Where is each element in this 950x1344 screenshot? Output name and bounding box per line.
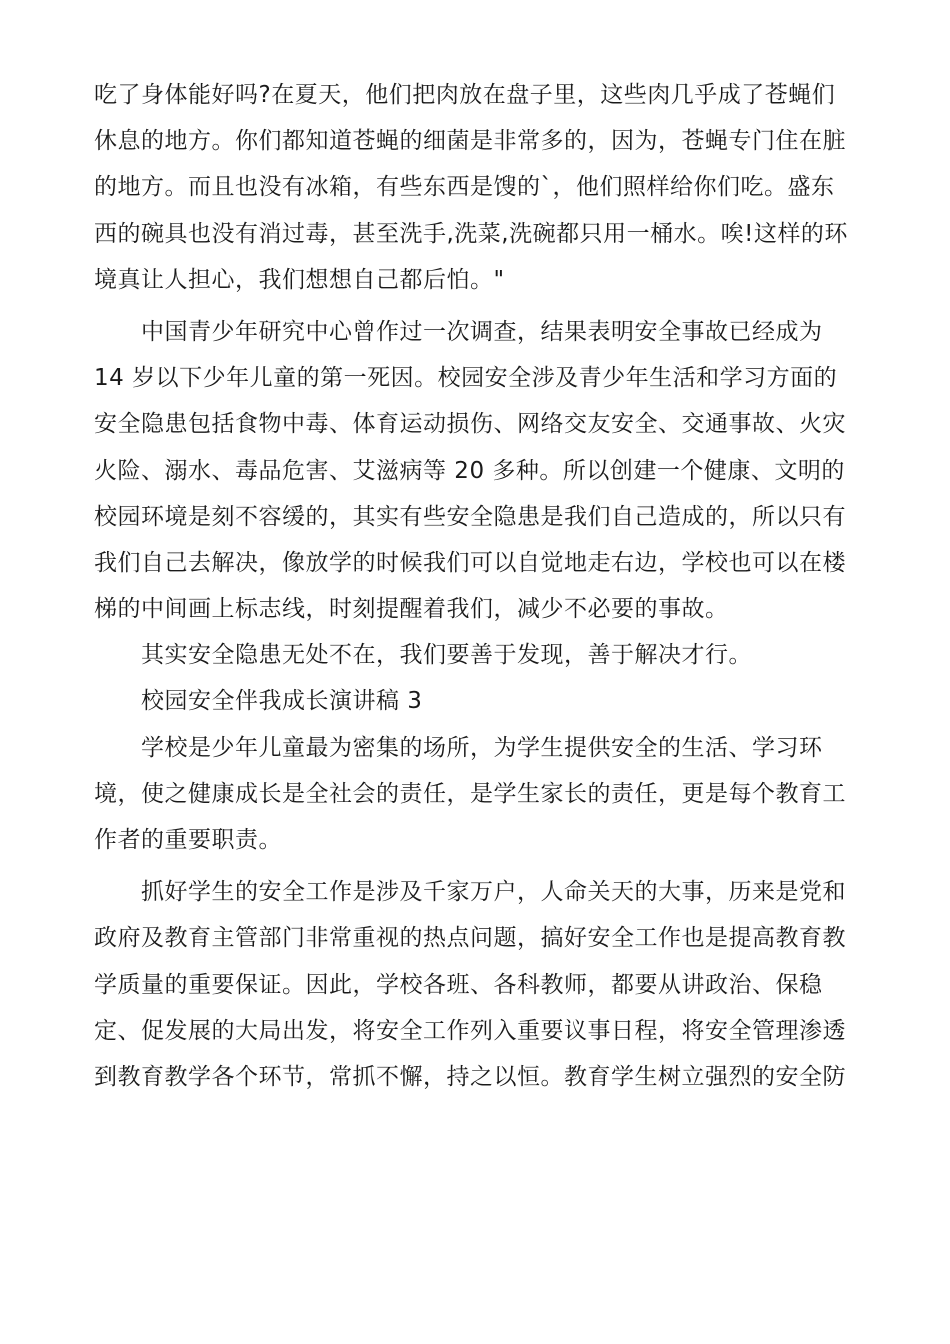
- text-line: 火险、溺水、毒品危害、艾滋病等 20 多种。所以创建一个健康、文明的: [94, 457, 845, 484]
- text-line: 西的碗具也没有消过毒，甚至洗手,洗菜,洗碗都只用一桶水。唉!这样的环: [94, 220, 848, 247]
- text-line: 境，使之健康成长是全社会的责任，是学生家长的责任，更是每个教育工: [94, 780, 846, 807]
- text-line: 抓好学生的安全工作是涉及千家万户，人命关天的大事，历来是党和: [141, 879, 846, 906]
- text-line: 政府及教育主管部门非常重视的热点问题，搞好安全工作也是提高教育教: [94, 925, 846, 952]
- text-line: 我们自己去解决，像放学的时候我们可以自觉地走右边，学校也可以在楼: [94, 549, 846, 576]
- text-line: 安全隐患包括食物中毒、体育运动损伤、网络交友安全、交通事故、火灾: [94, 411, 846, 438]
- text-line: 吃了身体能好吗?在夏天，他们把肉放在盘子里，这些肉几乎成了苍蝇们: [94, 82, 836, 108]
- text-line: 其实安全隐患无处不在，我们要善于发现，善于解决才行。: [141, 642, 752, 669]
- section-heading: 校园安全伴我成长演讲稿 3: [141, 688, 423, 715]
- text-line: 定、促发展的大局出发，将安全工作列入重要议事日程，将安全管理渗透: [94, 1017, 846, 1044]
- text-line: 中国青少年研究中心曾作过一次调查，结果表明安全事故已经成为: [141, 318, 823, 345]
- text-line: 14 岁以下少年儿童的第一死因。校园安全涉及青少年生活和学习方面的: [94, 365, 838, 392]
- text-line: 学校是少年儿童最为密集的场所，为学生提供安全的生活、学习环: [141, 734, 823, 761]
- text-line: 校园环境是刻不容缓的，其实有些安全隐患是我们自己造成的，所以只有: [94, 503, 846, 530]
- text-line: 梯的中间画上标志线，时刻提醒着我们，减少不必要的事故。: [94, 596, 729, 623]
- document-body: [94, 72, 864, 1100]
- text-line: 学质量的重要保证。因此，学校各班、各科教师，都要从讲政治、保稳: [94, 971, 823, 998]
- text-line: 休息的地方。你们都知道苍蝇的细菌是非常多的，因为，苍蝇专门住在脏: [94, 128, 846, 155]
- text-line: 境真让人担心，我们想想自己都后怕。": [94, 266, 505, 293]
- text-line: 到教育教学各个环节，常抓不懈，持之以恒。教育学生树立强烈的安全防: [94, 1063, 846, 1090]
- text-line: 作者的重要职责。: [94, 827, 282, 853]
- text-line: 的地方。而且也没有冰箱，有些东西是馊的`，他们照样给你们吃。盛东: [94, 174, 835, 201]
